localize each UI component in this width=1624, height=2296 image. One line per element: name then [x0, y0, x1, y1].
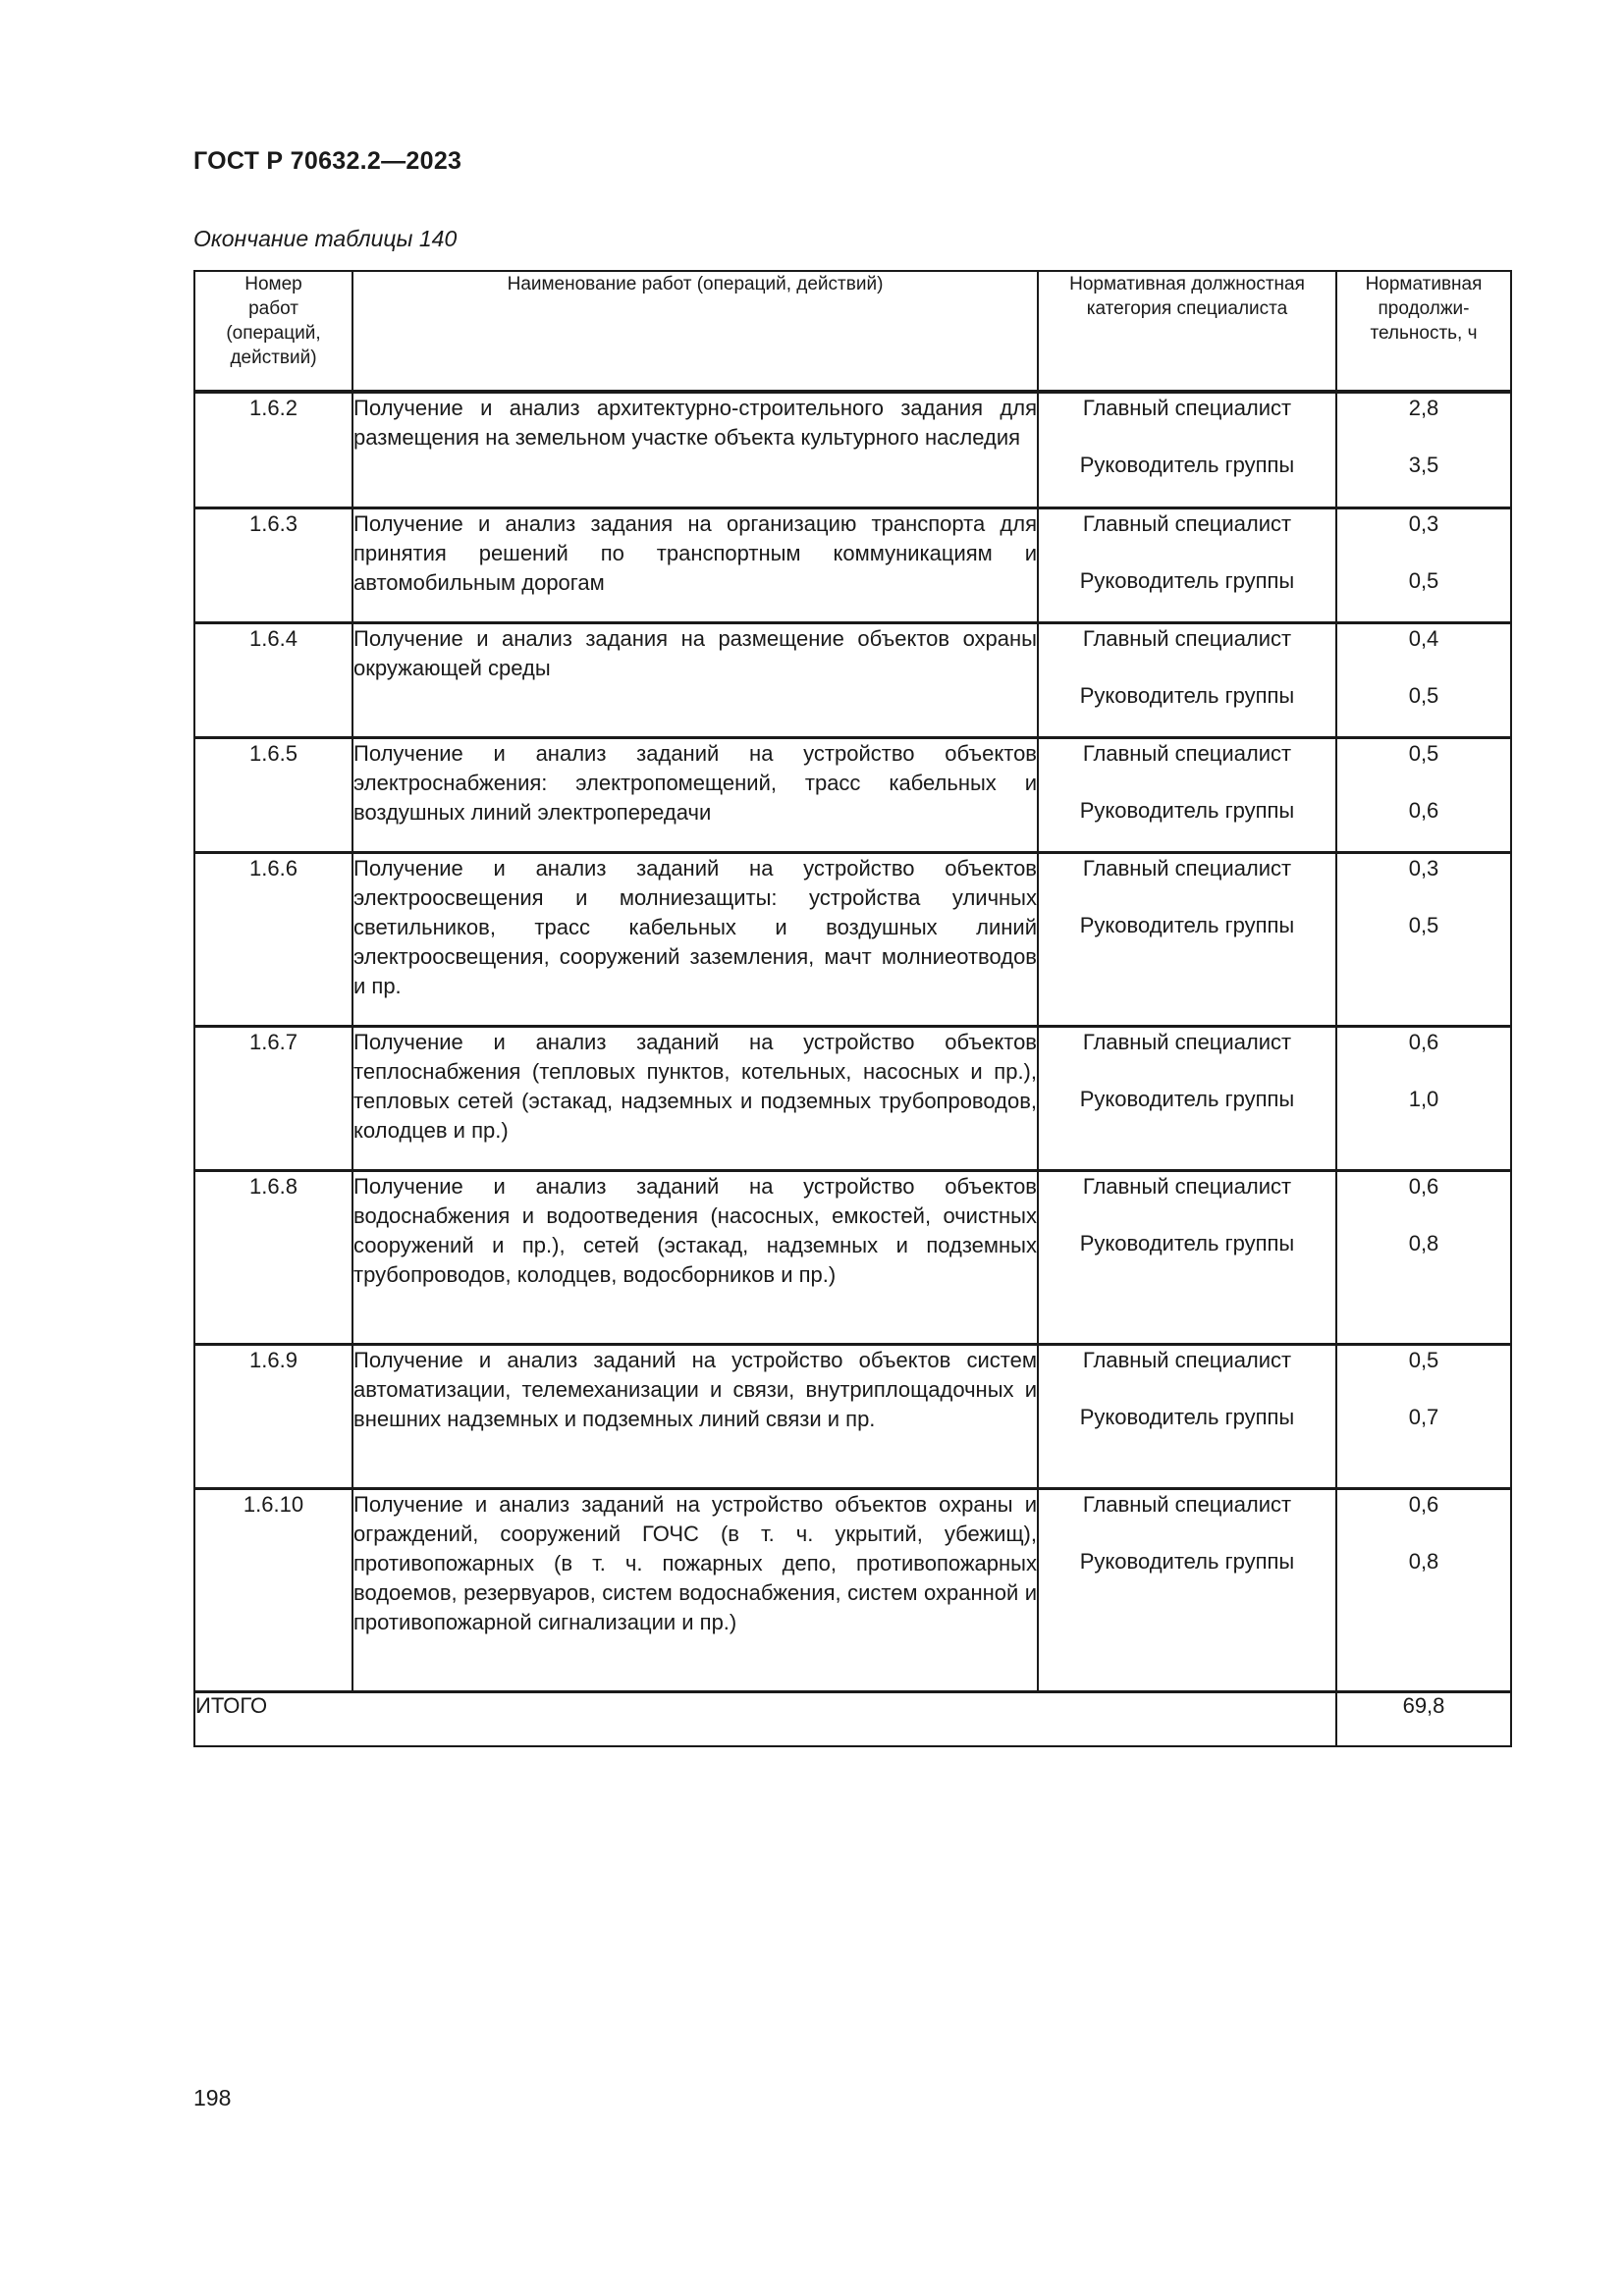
table-row — [194, 1170, 1511, 1344]
specialist-category-cell — [1038, 1170, 1336, 1344]
duration-value: 0,8 — [1408, 1230, 1439, 1255]
specialist-category: Главный специалист — [1082, 855, 1292, 881]
table-header-row — [194, 271, 1511, 392]
table-row — [194, 737, 1511, 852]
work-number: 1.6.10 — [194, 1488, 352, 1691]
work-name: Получение и анализ заданий на устройство объектов теплоснабжения (тепловых пунктов, котельных, насосных и пр.), тепловых сетей (эстакад, надземных и подземных трубопроводов, колодцев и пр.) — [352, 1026, 1038, 1170]
work-name: Получение и анализ заданий на устройство объектов охраны и ограждений, сооружений ГОЧС (в т. ч. укрытий, убежищ), противопожарных (в т. ч. пожарных депо, противопожарных водоемов, резервуаров, систем водоснабжения, систем охранной и противопожарной сигнализации и пр.) — [352, 1488, 1038, 1691]
specialist-category: Руководитель группы — [1079, 567, 1295, 593]
duration-value: 0,6 — [1408, 1173, 1439, 1199]
specialist-category: Главный специалист — [1082, 740, 1292, 766]
work-number: 1.6.7 — [194, 1026, 352, 1170]
duration-cell — [1336, 392, 1511, 507]
specialist-category-cell — [1038, 392, 1336, 507]
work-number: 1.6.8 — [194, 1170, 352, 1344]
specialist-category: Главный специалист — [1082, 1347, 1292, 1372]
duration-cell — [1336, 852, 1511, 1026]
work-name: Получение и анализ заданий на устройство объектов водоснабжения и водоотведения (насосных, емкостей, очистных сооружений и пр.), сетей (эстакад, надземных и подземных трубопроводов, колодцев, водосборников и пр.) — [352, 1170, 1038, 1344]
work-name: Получение и анализ задания на организацию транспорта для принятия решений по транспортным коммуникациям и автомобильным дорогам — [352, 507, 1038, 622]
total-value: 69,8 — [1336, 1691, 1511, 1746]
document-header: ГОСТ Р 70632.2—2023 — [193, 147, 462, 175]
duration-value: 0,5 — [1408, 912, 1439, 937]
col-header-duration — [1336, 271, 1511, 392]
table-row — [194, 507, 1511, 622]
table-row — [194, 1344, 1511, 1488]
duration-cell — [1336, 507, 1511, 622]
duration-value: 0,5 — [1408, 740, 1439, 766]
col-header-category — [1038, 271, 1336, 392]
work-number: 1.6.6 — [194, 852, 352, 1026]
duration-value: 0,5 — [1408, 567, 1439, 593]
duration-value: 0,3 — [1408, 855, 1439, 881]
duration-value: 0,6 — [1408, 797, 1439, 823]
norms-table — [193, 270, 1512, 1747]
total-row — [194, 1691, 1511, 1746]
specialist-category-cell — [1038, 1344, 1336, 1488]
work-name: Получение и анализ архитектурно-строительного задания для размещения на земельном участке объекта культурного наследия — [352, 392, 1038, 507]
work-name: Получение и анализ заданий на устройство объектов электроосвещения и молниезащиты: устройства уличных светильников, трасс кабельных и воздушных линий электроосвещения, сооружений заземления, мачт молниеотводов и пр. — [352, 852, 1038, 1026]
table-row — [194, 1026, 1511, 1170]
specialist-category-cell — [1038, 1488, 1336, 1691]
specialist-category: Руководитель группы — [1079, 797, 1295, 823]
duration-cell — [1336, 1488, 1511, 1691]
duration-value: 0,7 — [1408, 1404, 1439, 1429]
duration-cell — [1336, 1344, 1511, 1488]
table-row — [194, 622, 1511, 737]
col-header-name — [352, 271, 1038, 392]
table-row — [194, 1488, 1511, 1691]
duration-value: 1,0 — [1408, 1086, 1439, 1111]
specialist-category: Руководитель группы — [1079, 1404, 1295, 1429]
work-number: 1.6.5 — [194, 737, 352, 852]
col-header-name-text: Наименование работ (операций, действий) — [507, 274, 884, 294]
duration-cell — [1336, 1026, 1511, 1170]
table-row — [194, 852, 1511, 1026]
duration-value: 0,6 — [1408, 1491, 1439, 1517]
work-number: 1.6.3 — [194, 507, 352, 622]
duration-value: 0,4 — [1408, 625, 1439, 651]
specialist-category: Главный специалист — [1082, 1173, 1292, 1199]
specialist-category: Руководитель группы — [1079, 1086, 1295, 1111]
work-name: Получение и анализ задания на размещение объектов охраны окружающей среды — [352, 622, 1038, 737]
duration-value: 3,5 — [1408, 453, 1439, 477]
specialist-category: Руководитель группы — [1079, 682, 1295, 708]
specialist-category: Руководитель группы — [1079, 912, 1295, 937]
specialist-category-cell — [1038, 622, 1336, 737]
col-header-number-text: Номер работ (операций, действий) — [226, 274, 321, 368]
col-header-number — [194, 271, 352, 392]
table-body — [194, 392, 1511, 1746]
specialist-category: Главный специалист — [1082, 1491, 1292, 1517]
work-number: 1.6.4 — [194, 622, 352, 737]
table-caption: Окончание таблицы 140 — [193, 226, 458, 251]
work-number: 1.6.2 — [194, 392, 352, 507]
table-row — [194, 392, 1511, 507]
col-header-category-text: Нормативная должностная категория специалиста — [1069, 274, 1305, 319]
col-header-duration-text: Нормативная продолжи- тельность, ч — [1365, 274, 1483, 344]
duration-cell — [1336, 1170, 1511, 1344]
work-number: 1.6.9 — [194, 1344, 352, 1488]
duration-value: 0,8 — [1408, 1548, 1439, 1574]
duration-value: 0,6 — [1408, 1029, 1439, 1054]
duration-value: 0,5 — [1408, 682, 1439, 708]
duration-value: 0,5 — [1408, 1347, 1439, 1372]
specialist-category: Руководитель группы — [1079, 1548, 1295, 1574]
page-number: 198 — [193, 2085, 232, 2110]
specialist-category: Руководитель группы — [1079, 1230, 1295, 1255]
duration-cell — [1336, 622, 1511, 737]
specialist-category: Главный специалист — [1082, 396, 1292, 420]
specialist-category-cell — [1038, 737, 1336, 852]
work-name: Получение и анализ заданий на устройство объектов систем автоматизации, телемеханизации и связи, внутриплощадочных и внешних надземных и подземных линий связи и пр. — [352, 1344, 1038, 1488]
total-label: ИТОГО — [194, 1691, 1336, 1746]
duration-cell — [1336, 737, 1511, 852]
specialist-category: Главный специалист — [1082, 1029, 1292, 1054]
specialist-category: Руководитель группы — [1079, 453, 1295, 477]
specialist-category-cell — [1038, 507, 1336, 622]
duration-value: 0,3 — [1408, 510, 1439, 536]
specialist-category-cell — [1038, 1026, 1336, 1170]
specialist-category: Главный специалист — [1082, 510, 1292, 536]
specialist-category-cell — [1038, 852, 1336, 1026]
duration-value: 2,8 — [1408, 396, 1439, 420]
work-name: Получение и анализ заданий на устройство объектов электроснабжения: электропомещений, трасс кабельных и воздушных линий электропередачи — [352, 737, 1038, 852]
specialist-category: Главный специалист — [1082, 625, 1292, 651]
